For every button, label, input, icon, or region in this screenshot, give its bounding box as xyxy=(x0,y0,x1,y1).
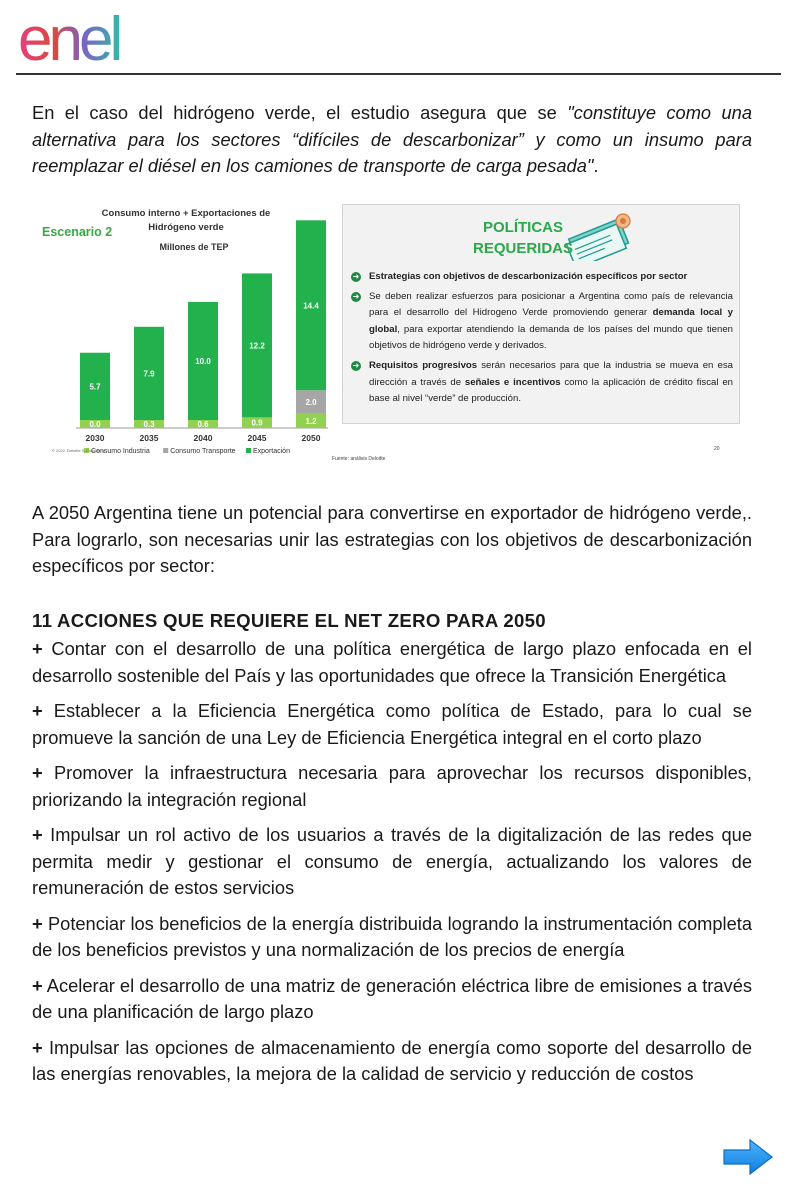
policy-item-text: serán necesarios para que la industria se mueva en esa dirección a través de xyxy=(369,359,733,388)
action-text: Establecer a la Eficiencia Energética como política de Estado, para lo cual se promueve la sanción de una Ley de Eficiencia Energética integral en el corto plazo xyxy=(32,700,752,748)
plus-icon: + xyxy=(32,912,43,934)
policies-title-line1: POLÍTICAS xyxy=(482,219,563,236)
data-label: 10.0 xyxy=(195,357,211,366)
legend-label: Consumo Industria xyxy=(91,448,150,455)
data-label: 5.7 xyxy=(89,382,101,392)
action-item xyxy=(32,973,752,1026)
action-text: Contar con el desarrollo de una política energética de largo plazo enfocada en el desarrollo sostenible del País y las oportunidades que ofrece la Transición Energética xyxy=(32,638,752,686)
intro-paragraph xyxy=(32,100,752,180)
policy-item-bold: señales e incentivos xyxy=(464,376,561,388)
x-tick-label: 2045 xyxy=(247,433,267,443)
policy-item-bold: demanda local y global xyxy=(369,307,733,335)
x-tick-label: 2030 xyxy=(85,433,105,443)
policies-title xyxy=(443,217,603,259)
source-note: Fuente: análisis Deloitte xyxy=(332,456,386,462)
enel-logo xyxy=(18,8,178,68)
action-item xyxy=(32,911,752,964)
legend-label: Consumo Transporte xyxy=(170,448,236,455)
policy-item xyxy=(351,269,733,286)
chart-title-line1: Consumo interno + Exportaciones de xyxy=(101,208,271,219)
data-label: 2.0 xyxy=(305,398,317,408)
arrow-bullet-icon: ➜ xyxy=(352,360,360,370)
plus-icon: + xyxy=(32,700,43,721)
slide-page-number: 20 xyxy=(714,446,720,452)
scenario-label: Escenario 2 xyxy=(42,225,113,239)
x-tick-label: 2035 xyxy=(139,433,159,443)
policies-title-line2: REQUERIDAS xyxy=(472,240,573,257)
actions-list xyxy=(32,636,752,1097)
arrow-bullet-icon: ➜ xyxy=(352,291,360,301)
action-item xyxy=(32,698,752,751)
action-text: Acelerar el desarrollo de una matriz de generación eléctrica libre de emisiones a través de una planificación de largo plazo xyxy=(32,974,752,1022)
action-item xyxy=(32,1035,752,1088)
intro-tail: . xyxy=(593,155,599,176)
chart-subtitle: Millones de TEP xyxy=(159,242,229,252)
x-tick-label: 2050 xyxy=(301,433,321,443)
data-label: 0.0 xyxy=(89,420,101,429)
policy-item xyxy=(351,358,733,408)
hydrogen-chart xyxy=(32,198,338,468)
legend-swatch xyxy=(246,448,251,453)
arrow-bullet-icon: ➜ xyxy=(352,272,360,281)
plus-icon: + xyxy=(32,824,43,845)
data-label: 1.2 xyxy=(305,416,317,426)
x-tick-label: 2040 xyxy=(193,433,213,443)
intro-quote: "constituye como una alternativa para los sectores “difíciles de descarbonizar” y como un insumo para reemplazar el diésel en los camiones de transporte de carga pesada" xyxy=(32,102,752,176)
logo-text: enel xyxy=(18,8,120,68)
action-item xyxy=(32,822,752,902)
plus-icon: + xyxy=(32,762,43,783)
policies-list xyxy=(351,269,733,411)
data-label: 14.4 xyxy=(303,301,319,311)
data-label: 12.2 xyxy=(249,341,265,351)
hydrogen-figure xyxy=(32,198,742,468)
right-arrow-icon[interactable] xyxy=(722,1138,774,1176)
chart-title-line2: Hidrógeno verde xyxy=(148,222,224,233)
plus-icon: + xyxy=(32,1036,43,1058)
action-text: Promover la infraestructura necesaria para aprovechar los recursos disponibles, priorizando la integración regional xyxy=(32,762,752,810)
action-item xyxy=(32,636,752,689)
policies-panel xyxy=(342,204,740,424)
action-text: Potenciar los beneficios de la energía distribuida logrando la instrumentación completa de los beneficios previstos y una normalización de los precios de energía xyxy=(32,912,752,960)
data-label: 7.9 xyxy=(143,369,155,379)
actions-title: 11 ACCIONES QUE REQUIERE EL NET ZERO PARA 2050 xyxy=(32,610,546,631)
action-text: Impulsar las opciones de almacenamiento de energía como soporte del desarrollo de las energías renovables, la mejora de la calidad de servicio y reducción de costos xyxy=(32,1036,752,1084)
policy-item-text: como la aplicación de crédito fiscal en base al nivel “verde” de producción. xyxy=(369,376,733,405)
action-item xyxy=(32,760,752,813)
action-text: Impulsar un rol activo de los usuarios a través de la digitalización de las redes que permita medir y gestionar el consumo de energía, actualizando los valores de remuneración de estos servicios xyxy=(32,824,752,898)
copyright-text: © 2022. Deloitte S-Consulting xyxy=(52,448,105,453)
header-divider xyxy=(16,73,781,75)
plus-icon: + xyxy=(32,638,43,659)
data-label: 0.6 xyxy=(197,420,209,429)
potential-paragraph: A 2050 Argentina tiene un potencial para convertirse en exportador de hidrógeno verde,. Para lograrlo, son necesarias unir las estrategias con los objetivos de descarbonización específicos por sector: xyxy=(32,502,752,576)
legend-label: Exportación xyxy=(253,448,290,455)
intro-lead: En el caso del hidrógeno verde, el estudio asegura que se xyxy=(32,102,568,123)
legend-swatch xyxy=(163,448,168,453)
policy-item-text: Se deben realizar esfuerzos para posicionar a Argentina como país de relevancia para el desarrollo del Hidrogeno Verde promoviendo generar xyxy=(369,290,733,319)
data-label: 0.9 xyxy=(251,418,263,428)
policy-item-text: Estrategias con objetivos de descarbonización específicos por sector xyxy=(369,271,688,282)
policy-item-bold: Requisitos progresivos xyxy=(369,359,478,371)
policy-item xyxy=(351,289,733,355)
plus-icon: + xyxy=(32,974,43,996)
policy-item-text: , para exportar atendiendo la demanda de los países del mundo que tienen objetivos de hidrógeno verde y derivados. xyxy=(369,323,733,352)
data-label: 0.3 xyxy=(143,420,155,429)
